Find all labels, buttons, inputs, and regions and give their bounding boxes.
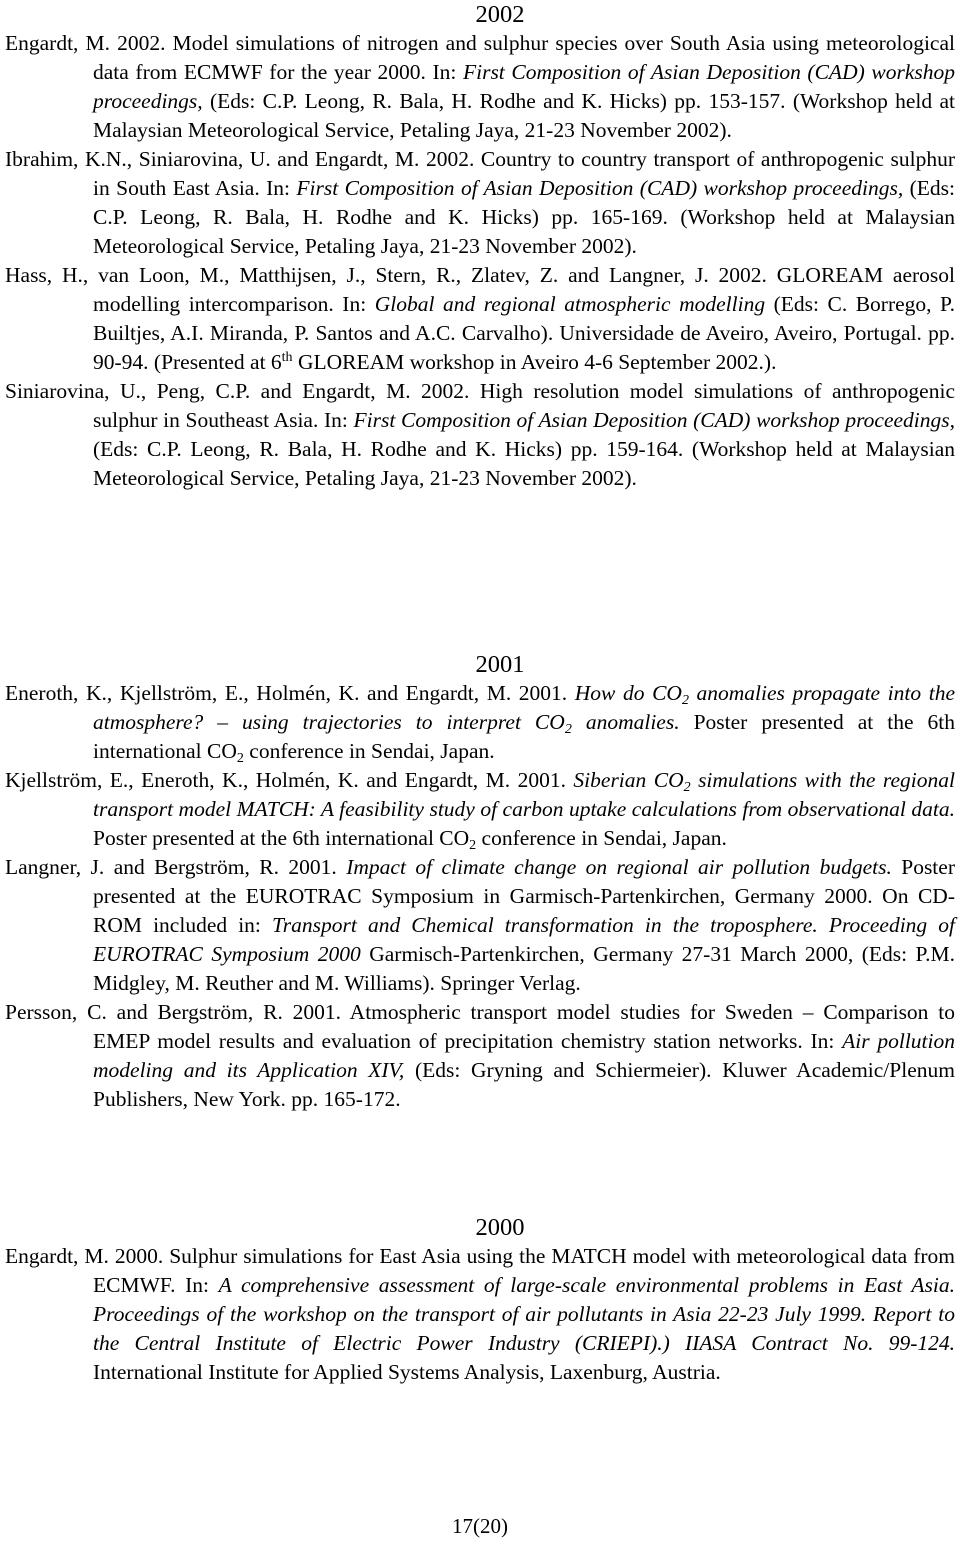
reference-entry [0,377,955,493]
reference-entry [0,766,955,853]
reference-text: 2 [681,693,689,708]
reference-entry [0,261,955,377]
reference-text: anomalies propagate into the atmosphere? – using trajectories to interpret CO [93,681,955,734]
reference-text: First Composition of Asian Deposition (CAD) workshop proceedings, [296,176,904,200]
reference-entry [0,29,955,145]
reference-entry [0,998,955,1114]
reference-text: GLOREAM workshop in Aveiro 4-6 September 2002.). [292,350,777,374]
reference-text: Engardt, M. 2002. Model simulations of nitrogen and sulphur species over South Asia using meteorological data from ECMWF for the year 2000. In: [5,31,955,84]
year-heading: 2001 [475,651,525,678]
reference-text: 2 [564,722,572,737]
reference-text: Siniarovina, U., Peng, C.P. and Engardt, M. 2002. High resolution model simulations of anthropogenic sulphur in Southeast Asia. In: [5,379,955,432]
entries-2002 [0,29,960,493]
reference-text: 2 [236,751,244,766]
reference-text: 2 [683,780,691,795]
reference-text: First Composition of Asian Deposition (CAD) workshop proceedings, [353,408,956,432]
reference-text: Poster presented at the 6th international CO [93,826,470,850]
reference-text: Garmisch-Partenkirchen, Germany 27-31 March 2000, (Eds: P.M. Midgley, M. Reuther and M. Williams). Springer Verlag. [93,942,955,995]
reference-text: First Composition of Asian Deposition (CAD) workshop proceedings, [93,60,955,113]
reference-text: Global and regional atmospheric modelling [374,292,766,316]
reference-text: (Eds: C.P. Leong, R. Bala, H. Rodhe and K. Hicks) pp. 153-157. (Workshop held at Malaysian Meteorological Service, Petaling Jaya, 21-23 November 2002). [93,89,955,142]
reference-text: simulations with the regional transport model MATCH: A feasibility study of carbon uptake calculations from observational data. [93,768,955,821]
reference-text: International Institute for Applied Systems Analysis, Laxenburg, Austria. [93,1360,721,1384]
reference-text: conference in Sendai, Japan. [243,739,495,763]
reference-text: Ibrahim, K.N., Siniarovina, U. and Engardt, M. 2002. Country to country transport of anthropogenic sulphur in South East Asia. In: [5,147,955,200]
reference-text: Engardt, M. 2000. Sulphur simulations for East Asia using the MATCH model with meteorological data from ECMWF. In: [5,1244,955,1297]
entries-2000 [0,1242,960,1387]
reference-text: Transport and Chemical transformation in the troposphere. Proceeding of EUROTRAC Symposium 2000 [93,913,955,966]
year-heading: 2000 [475,1214,525,1241]
reference-entry [0,853,955,998]
reference-text: Air pollution modeling and its Application XIV, [93,1029,956,1082]
page-number: 17(20) [452,1514,508,1538]
reference-text: anomalies. [571,710,680,734]
reference-entry [0,1242,955,1387]
reference-text: (Eds: C.P. Leong, R. Bala, H. Rodhe and K. Hicks) pp. 159-164. (Workshop held at Malaysian Meteorological Service, Petaling Jaya, 21-23 November 2002). [93,437,955,490]
reference-text: Hass, H., van Loon, M., Matthijsen, J., Stern, R., Zlatev, Z. and Langner, J. 2002. GLOREAM aerosol modelling intercomparison. In: [5,263,955,316]
reference-text: (Eds: C.P. Leong, R. Bala, H. Rodhe and K. Hicks) pp. 165-169. (Workshop held at Malaysian Meteorological Service, Petaling Jaya, 21-23 November 2002). [93,176,956,258]
reference-entry [0,145,955,261]
reference-text: Langner, J. and Bergström, R. 2001. [5,855,347,879]
reference-text: Siberian CO [573,768,684,792]
reference-text: 2 [469,838,477,853]
section-2001-wrap [0,650,960,1114]
reference-text: A comprehensive assessment of large-scale environmental problems in East Asia. Proceedings of the workshop on the transport of air pollutants in Asia 22-23 July 1999. Report to the Central Institute of Electric Power Industry (CRIEPI).) IIASA Contract No. 99-124. [93,1273,955,1355]
reference-text: How do CO [574,681,682,705]
section-2002 [0,0,960,493]
reference-text: Poster presented at the EUROTRAC Symposium in Garmisch-Partenkirchen, Germany 2000. On CD-ROM included in: [93,855,955,937]
entries-2001 [0,679,960,1114]
reference-entry [0,679,955,766]
reference-text: conference in Sendai, Japan. [476,826,727,850]
reference-text: Eneroth, K., Kjellström, E., Holmén, K. and Engardt, M. 2001. [5,681,575,705]
reference-text: (Eds: C. Borrego, P. Builtjes, A.I. Miranda, P. Santos and A.C. Carvalho). Universidade de Aveiro, Aveiro, Portugal. pp. 90-94. (Presented at 6 [93,292,956,374]
reference-text: Poster presented at the 6th international CO [93,710,955,763]
reference-text: Persson, C. and Bergström, R. 2001. Atmospheric transport model studies for Sweden – Comparison to EMEP model results and evaluation of precipitation chemistry station networks. In: [5,1000,955,1053]
year-heading: 2002 [475,1,525,28]
reference-text: Impact of climate change on regional air pollution budgets. [346,855,892,879]
reference-text: th [281,350,293,365]
section-2000 [0,1213,960,1387]
reference-text: (Eds: Gryning and Schiermeier). Kluwer Academic/Plenum Publishers, New York. pp. 165-172. [93,1058,955,1111]
reference-text: Kjellström, E., Eneroth, K., Holmén, K. and Engardt, M. 2001. [5,768,574,792]
